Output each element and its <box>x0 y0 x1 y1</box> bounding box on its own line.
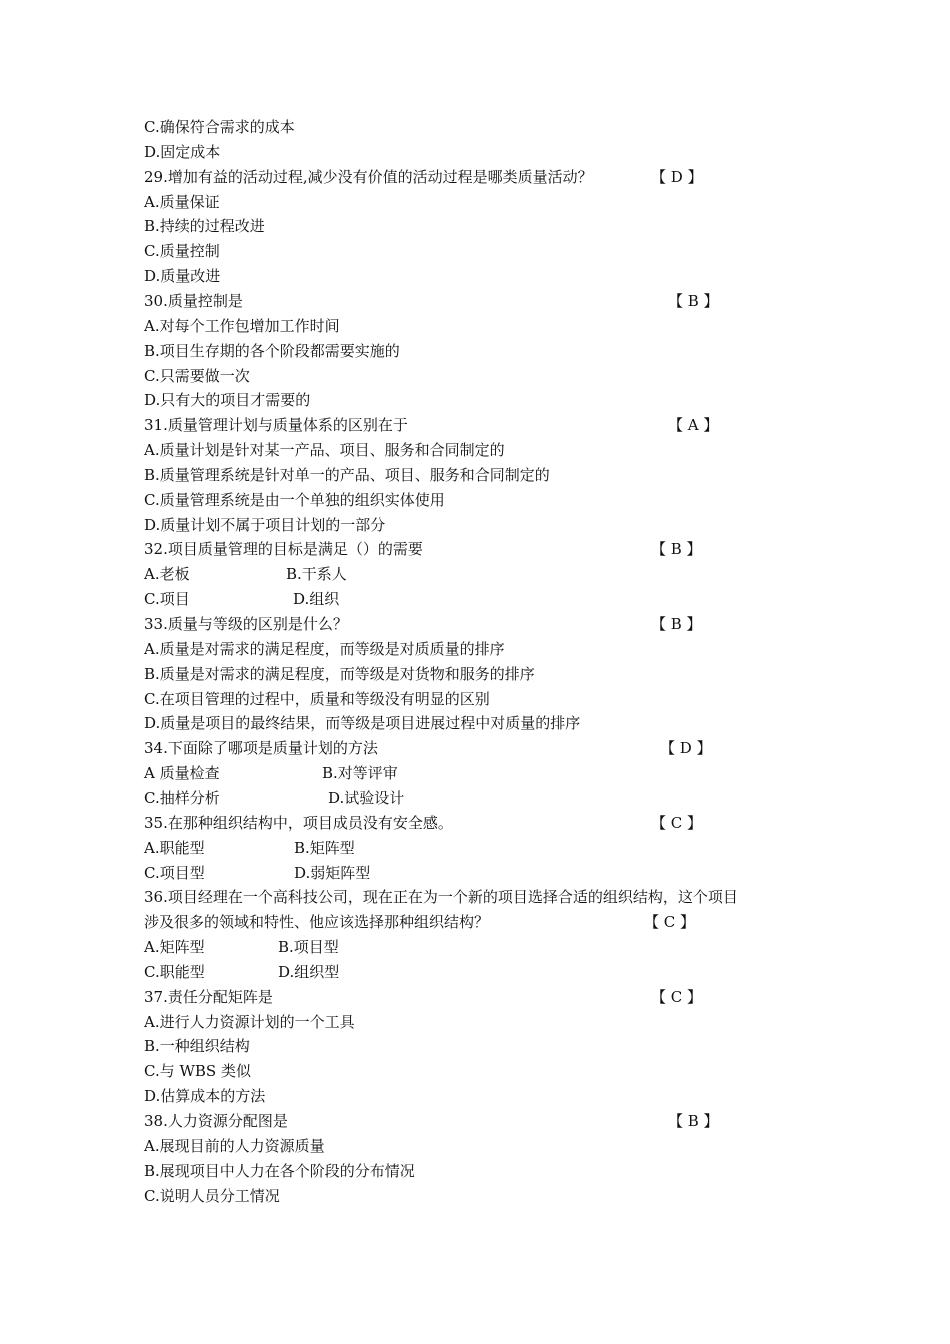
option-second-column: B.矩阵型 <box>294 839 355 857</box>
text-line: 涉及很多的领域和特性、他应该选择那种组织结构？ <box>144 913 490 931</box>
text-line: 33.质量与等级的区别是什么？ <box>144 615 348 633</box>
text-line: A.质量是对需求的满足程度，而等级是对质质量的排序 <box>144 640 505 658</box>
text-line: C.项目型 <box>144 864 205 882</box>
option-second-column: D.组织 <box>293 590 340 608</box>
answer-bracket: 【 B 】 <box>668 1112 719 1130</box>
text-line: B.质量管理系统是针对单一的产品、项目、服务和合同制定的 <box>144 466 550 484</box>
text-line: D.质量计划不属于项目计划的一部分 <box>144 516 386 534</box>
answer-bracket: 【 B 】 <box>668 292 719 310</box>
answer-bracket: 【 D 】 <box>660 739 712 757</box>
answer-bracket: 【 C 】 <box>651 988 703 1006</box>
text-line: D.质量改进 <box>144 267 221 285</box>
text-line: B.一种组织结构 <box>144 1037 250 1055</box>
text-line: A.矩阵型 <box>144 938 205 956</box>
answer-bracket: 【 D 】 <box>651 168 703 186</box>
text-line: A.展现目前的人力资源质量 <box>144 1137 325 1155</box>
text-line: A.职能型 <box>144 839 205 857</box>
option-second-column: D.组织型 <box>278 963 340 981</box>
text-line: 29.增加有益的活动过程,减少没有价值的活动过程是哪类质量活动？ <box>144 168 593 186</box>
text-line: A.质量计划是针对某一产品、项目、服务和合同制定的 <box>144 441 505 459</box>
text-line: A 质量检查 <box>144 764 220 782</box>
text-line: 35.在那种组织结构中，项目成员没有安全感。 <box>144 814 453 832</box>
text-line: 34.下面除了哪项是质量计划的方法 <box>144 739 378 757</box>
option-second-column: B.对等评审 <box>322 764 398 782</box>
text-line: A.质量保证 <box>144 193 220 211</box>
text-line: D.固定成本 <box>144 143 221 161</box>
text-line: 31.质量管理计划与质量体系的区别在于 <box>144 416 408 434</box>
option-second-column: D.试验设计 <box>328 789 405 807</box>
text-line: B.项目生存期的各个阶段都需要实施的 <box>144 342 400 360</box>
text-line: C.质量控制 <box>144 242 220 260</box>
text-line: 38.人力资源分配图是 <box>144 1112 288 1130</box>
text-line: D.质量是项目的最终结果，而等级是项目进展过程中对质量的排序 <box>144 714 581 732</box>
text-line: C.与 WBS 类似 <box>144 1062 251 1080</box>
text-line: 32.项目质量管理的目标是满足（）的需要 <box>144 540 423 558</box>
text-line: C.职能型 <box>144 963 205 981</box>
text-line: A.进行人力资源计划的一个工具 <box>144 1013 355 1031</box>
option-second-column: D.弱矩阵型 <box>294 864 371 882</box>
text-line: 36.项目经理在一个高科技公司，现在正在为一个新的项目选择合适的组织结构，这个项目 <box>144 888 738 906</box>
text-line: C.说明人员分工情况 <box>144 1187 280 1205</box>
answer-bracket: 【 B 】 <box>651 615 702 633</box>
text-line: A.对每个工作包增加工作时间 <box>144 317 340 335</box>
answer-bracket: 【 C 】 <box>644 913 696 931</box>
option-second-column: B.项目型 <box>278 938 339 956</box>
answer-bracket: 【 A 】 <box>668 416 719 434</box>
text-line: D.只有大的项目才需要的 <box>144 391 311 409</box>
text-line: 37.责任分配矩阵是 <box>144 988 273 1006</box>
text-line: C.质量管理系统是由一个单独的组织实体使用 <box>144 491 445 509</box>
text-line: A.老板 <box>144 565 190 583</box>
text-line: B.持续的过程改进 <box>144 217 265 235</box>
answer-bracket: 【 B 】 <box>651 540 702 558</box>
text-line: C.确保符合需求的成本 <box>144 118 295 136</box>
option-second-column: B.干系人 <box>286 565 347 583</box>
text-line: C.抽样分析 <box>144 789 220 807</box>
text-line: B.质量是对需求的满足程度，而等级是对货物和服务的排序 <box>144 665 535 683</box>
text-line: C.在项目管理的过程中，质量和等级没有明显的区别 <box>144 690 490 708</box>
answer-bracket: 【 C 】 <box>651 814 703 832</box>
text-line: B.展现项目中人力在各个阶段的分布情况 <box>144 1162 415 1180</box>
text-line: C.项目 <box>144 590 190 608</box>
text-line: 30.质量控制是 <box>144 292 243 310</box>
text-line: D.估算成本的方法 <box>144 1087 266 1105</box>
text-line: C.只需要做一次 <box>144 367 250 385</box>
